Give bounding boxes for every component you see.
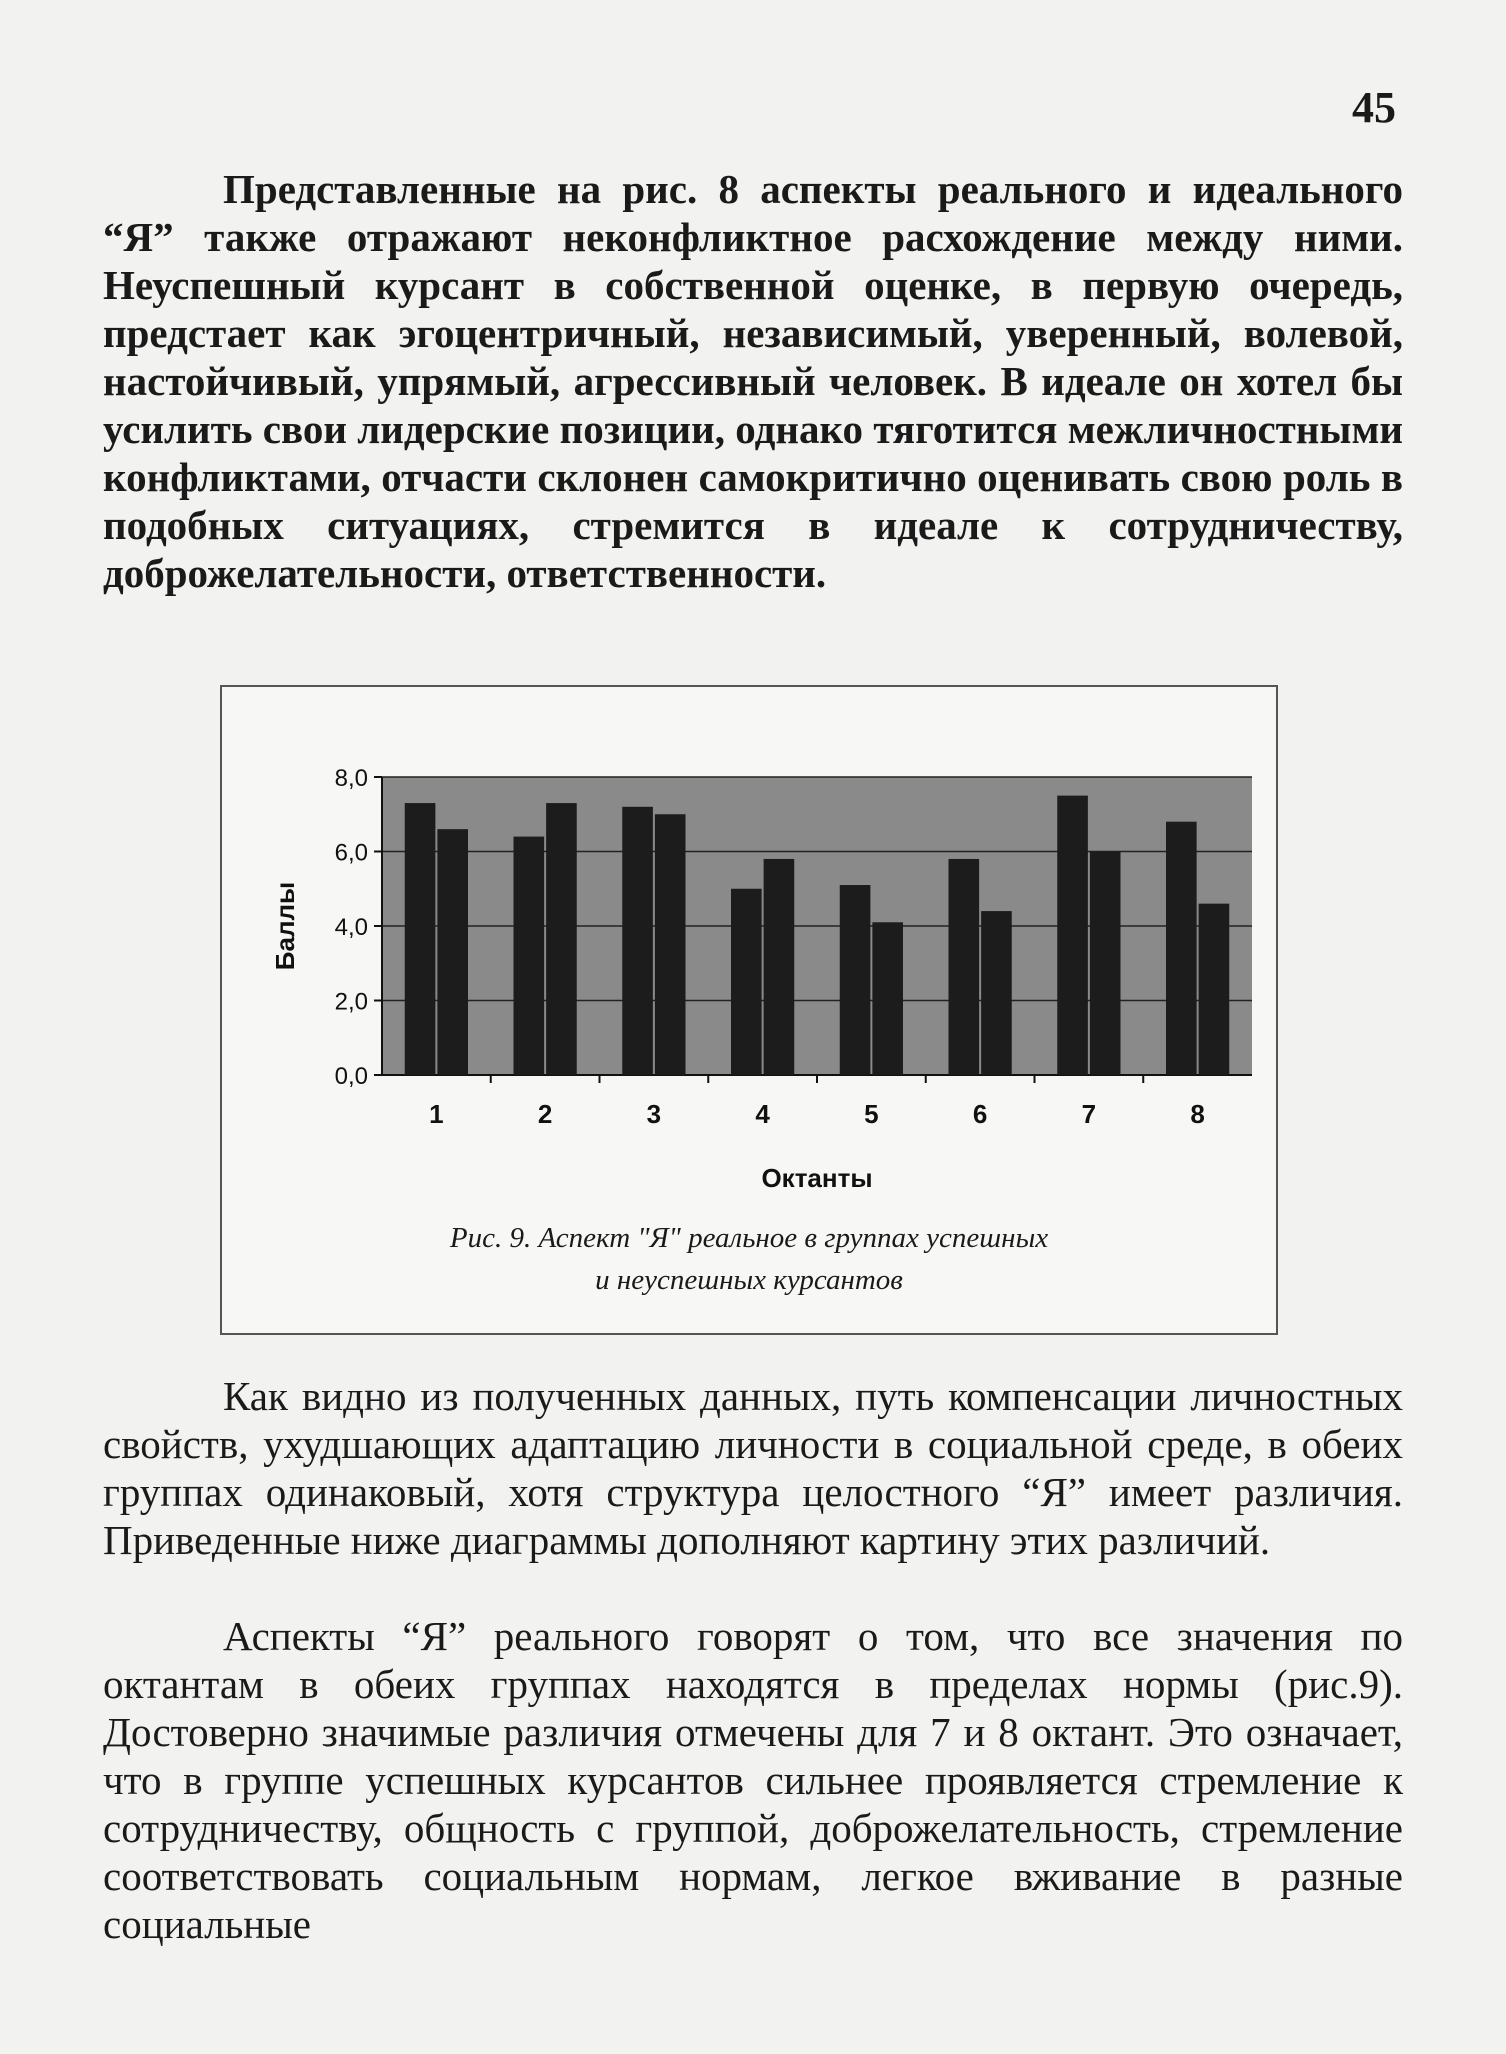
figure-caption bbox=[222, 1217, 1276, 1301]
caption-line-2: и неуспешных курсантов bbox=[595, 1264, 903, 1296]
y-tick-label: 6,0 bbox=[334, 839, 368, 867]
bar-2-1 bbox=[514, 837, 545, 1075]
bar-3-2 bbox=[655, 814, 686, 1075]
bar-6-1 bbox=[949, 859, 980, 1075]
bar-1-1 bbox=[405, 803, 436, 1075]
bar-6-2 bbox=[981, 911, 1012, 1075]
y-axis-title: Баллы bbox=[270, 881, 300, 971]
bar-2-2 bbox=[546, 803, 577, 1075]
y-tick-label: 2,0 bbox=[334, 988, 368, 1016]
bar-5-2 bbox=[872, 922, 903, 1075]
bar-5-1 bbox=[840, 885, 871, 1075]
bar-1-2 bbox=[437, 829, 468, 1075]
x-tick-label: 3 bbox=[646, 1099, 662, 1129]
x-tick-label: 5 bbox=[864, 1099, 879, 1129]
bar-3-1 bbox=[622, 807, 653, 1075]
bar-4-1 bbox=[731, 889, 762, 1075]
page-number: 45 bbox=[1352, 83, 1396, 132]
bar-8-1 bbox=[1166, 822, 1197, 1075]
x-axis-title: Октанты bbox=[761, 1163, 873, 1193]
bar-4-2 bbox=[764, 859, 795, 1075]
bar-7-2 bbox=[1090, 852, 1121, 1076]
x-tick-label: 2 bbox=[537, 1099, 553, 1129]
bar-chart bbox=[222, 687, 1276, 1207]
x-tick-label: 6 bbox=[972, 1099, 988, 1129]
figure-chart bbox=[220, 685, 1278, 1335]
x-tick-label: 8 bbox=[1190, 1099, 1205, 1129]
bar-8-2 bbox=[1199, 904, 1230, 1075]
x-tick-label: 7 bbox=[1081, 1099, 1097, 1129]
x-tick-label: 1 bbox=[429, 1099, 444, 1129]
paragraph-2: Как видно из полученных данных, путь компенсации личностных свойств, ухудшающих адаптацию личности в социальной среде, в обеих группах одинаковый, хотя структура целостного “Я” имеет различия. Приведенные ниже диаграммы дополняют картину этих различий. bbox=[103, 1373, 1403, 1563]
x-tick-label: 4 bbox=[755, 1099, 770, 1129]
y-tick-label: 4,0 bbox=[334, 914, 368, 941]
caption-line-1: Рис. 9. Аспект "Я" реальное в группах успешных bbox=[449, 1222, 1049, 1254]
bar-7-1 bbox=[1057, 796, 1088, 1075]
paragraph-1: Представленные на рис. 8 аспекты реального и идеального “Я” также отражают неконфликтное расхождение между ними. Неуспешный курсант в собственной оценке, в первую очередь, предстает как эгоцентричный, независимый, уверенный, волевой, настойчивый, упрямый, агрессивный человек. В идеале он хотел бы усилить свои лидерские позиции, однако тяготится межличностными конфликтами, отчасти склонен самокритично оценивать свою роль в подобных ситуациях, стремится в идеале к сотрудничеству, доброжелательности, ответственности. bbox=[103, 166, 1403, 596]
paragraph-3: Аспекты “Я” реального говорят о том, что все значения по октантам в обеих группах находятся в пределах нормы (рис.9). Достоверно значимые различия отмечены для 7 и 8 октант. Это означает, что в группе успешных курсантов сильнее проявляется стремление к сотрудничеству, общность с группой, доброжелательность, стремление соответствовать социальным нормам, легкое вживание в разные социальные bbox=[103, 1613, 1403, 1947]
y-tick-label: 8,0 bbox=[334, 765, 368, 792]
y-tick-label: 0,0 bbox=[334, 1063, 368, 1090]
